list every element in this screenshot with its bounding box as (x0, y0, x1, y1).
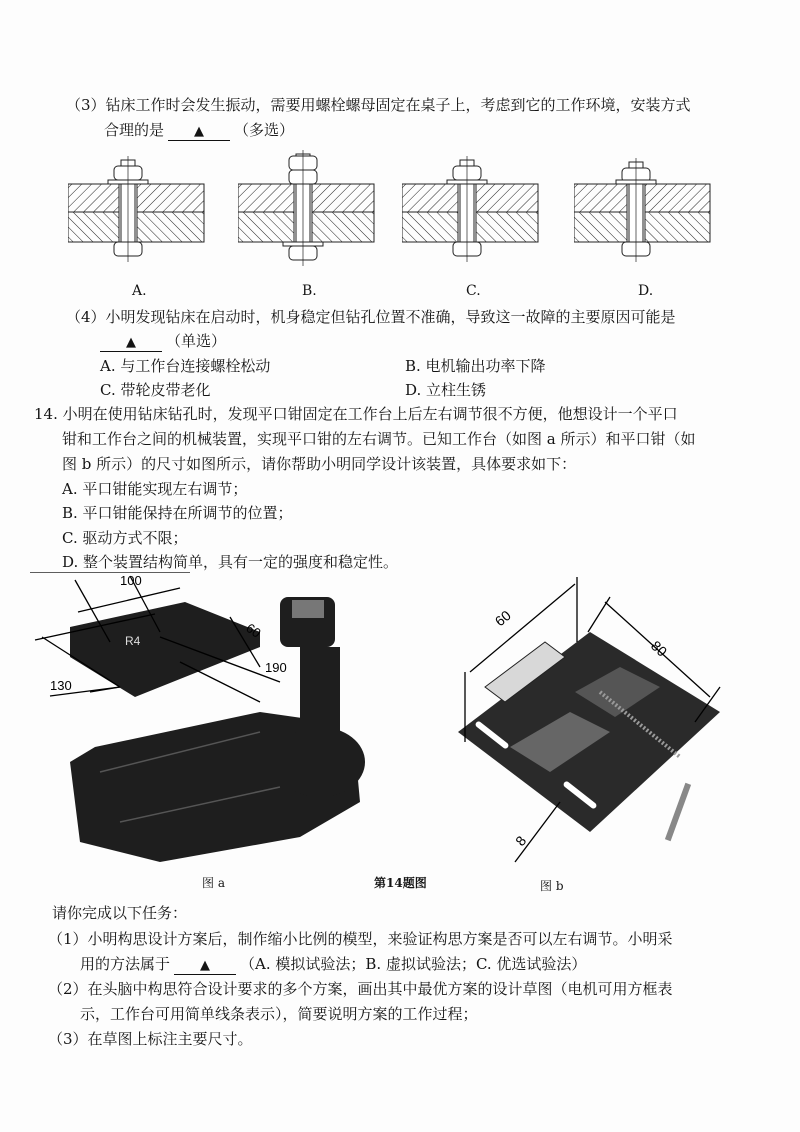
q3-text-line2 (104, 120, 294, 141)
task2-line2: 示，工作台可用简单线条表示），简要说明方案的工作过程； (80, 1005, 478, 1023)
dim-190: 190 (265, 660, 287, 675)
task1-line2 (80, 954, 586, 975)
bolt-diagram-c (402, 148, 542, 273)
q4-option-d: D. 立柱生锈 (405, 381, 487, 399)
q14-text-line3: 图 b 所示）的尺寸如图所示，请你帮助小明同学设计该装置，具体要求如下： (62, 455, 577, 473)
task1-prefix: 用的方法属于 (80, 955, 171, 973)
q14-requirement-d: D. 整个装置结构简单，具有一定的强度和稳定性。 (62, 553, 399, 571)
q4-text-line2 (100, 331, 226, 352)
dim-60-table: 60 (243, 620, 264, 641)
task1-line1: （1）小明构思设计方案后，制作缩小比例的模型，来验证构思方案是否可以左右调节。小明采 (48, 930, 673, 948)
caption-figure-a: 图 a (202, 876, 225, 890)
option-label-c: C. (466, 283, 481, 299)
q4-text-line1: （4）小明发现钻床在启动时，机身稳定但钻孔位置不准确，导致这一故障的主要原因可能是 (66, 308, 676, 326)
q4-answer-blank: ▲ (100, 335, 162, 352)
bolt-diagram-b (238, 148, 378, 273)
dim-130: 130 (50, 678, 72, 693)
q14-requirement-c: C. 驱动方式不限； (62, 529, 188, 547)
task1-answer-blank: ▲ (174, 958, 236, 975)
q4-option-b: B. 电机输出功率下降 (405, 357, 546, 375)
q4-option-c: C. 带轮皮带老化 (100, 381, 211, 399)
tasks-intro: 请你完成以下任务： (52, 904, 188, 922)
q14-text-line2: 钳和工作台之间的机械装置，实现平口钳的左右调节。已知工作台（如图 a 所示）和平口钳（如 (62, 430, 696, 448)
dim-8: 8 (512, 832, 530, 849)
option-label-d: D. (638, 283, 654, 299)
task2-line1: （2）在头脑中构思符合设计要求的多个方案，画出其中最优方案的设计草图（电机可用方框表 (48, 980, 673, 998)
bolt-diagram-d (574, 148, 714, 273)
task1-suffix: （A. 模拟试验法；B. 虚拟试验法；C. 优选试验法） (240, 955, 587, 973)
q3-answer-blank: ▲ (168, 124, 230, 141)
caption-figure-title: 第14题图 (374, 876, 427, 890)
q4-option-a: A. 与工作台连接螺栓松动 (100, 357, 271, 375)
figure-a-drill-press (30, 572, 380, 867)
task3: （3）在草图上标注主要尺寸。 (48, 1030, 253, 1048)
caption-figure-b: 图 b (540, 879, 564, 893)
dim-60-vise: 60 (491, 607, 514, 630)
q3-text-line1: （3）钻床工作时会发生振动，需要用螺栓螺母固定在桌子上，考虑到它的工作环境，安装方式 (66, 96, 691, 114)
option-label-a: A. (132, 283, 147, 299)
dim-r4: R4 (125, 634, 141, 648)
q4-suffix: （单选） (166, 332, 227, 350)
option-label-b: B. (302, 283, 317, 299)
q3-suffix: （多选） (234, 121, 295, 139)
figure-b-vise (450, 572, 730, 872)
q14-requirement-b: B. 平口钳能保持在所调节的位置； (62, 504, 293, 522)
dim-100: 100 (120, 573, 142, 588)
bolt-diagram-a (68, 148, 208, 273)
q14-requirement-a: A. 平口钳能实现左右调节； (62, 480, 248, 498)
dim-80: 80 (647, 637, 671, 660)
q14-text-line1: 14. 小明在使用钻床钻孔时，发现平口钳固定在工作台上后左右调节很不方便，他想设计一个平口 (34, 405, 678, 423)
q3-prefix: 合理的是 (104, 121, 165, 139)
